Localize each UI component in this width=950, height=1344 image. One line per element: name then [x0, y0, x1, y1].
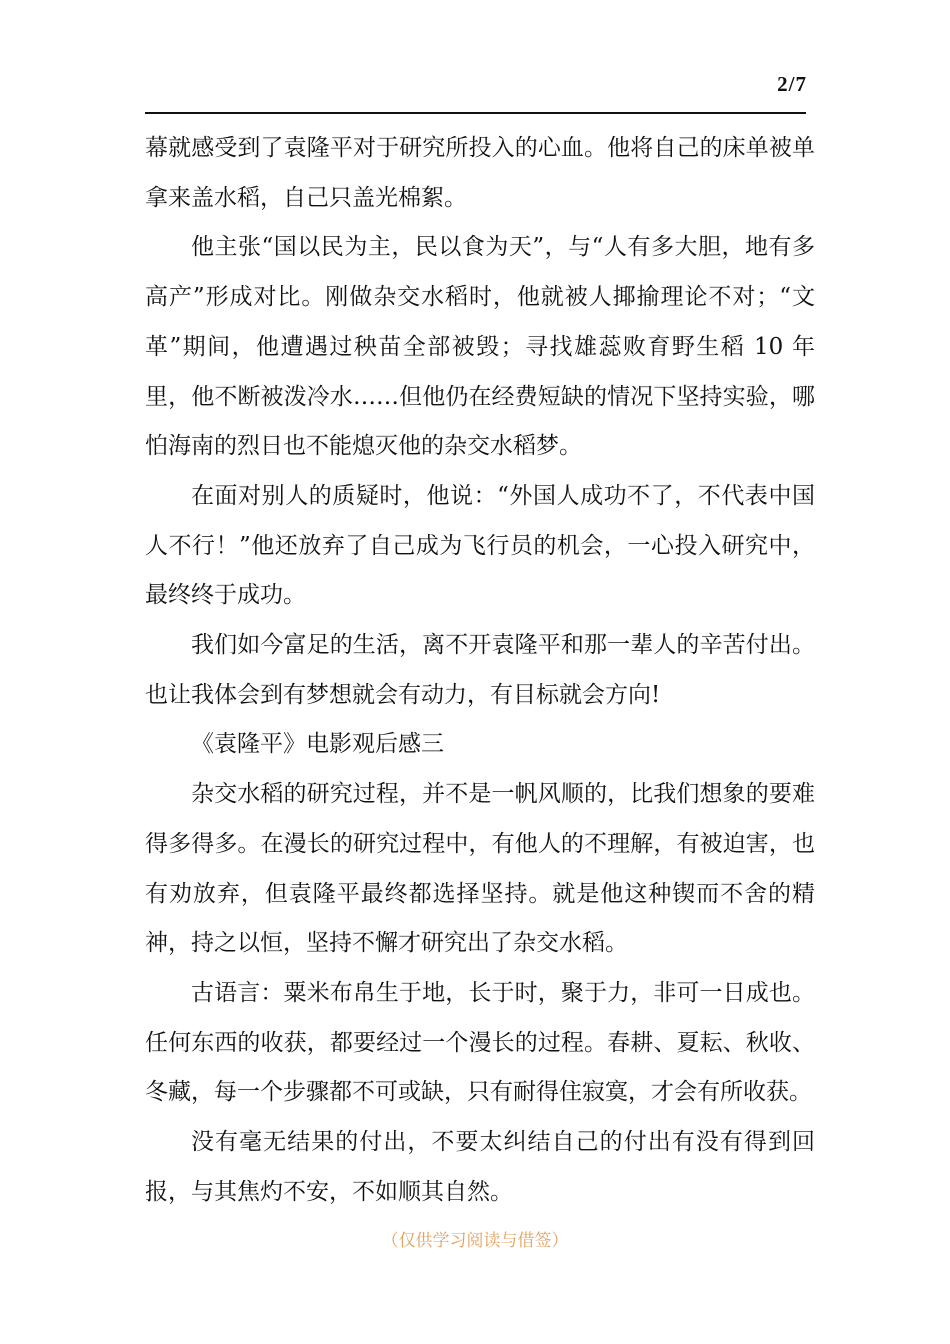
paragraph: 我们如今富足的生活，离不开袁隆平和那一辈人的辛苦付出。也让我体会到有梦想就会有动力，有目标就会方向!	[145, 632, 815, 708]
document-body	[145, 124, 815, 1217]
section-heading: 《袁隆平》电影观后感三	[191, 731, 444, 758]
page-number: 2/7	[777, 72, 807, 96]
paragraph: 在面对别人的质疑时，他说：“外国人成功不了，不代表中国人不行！”他还放弃了自己成为飞行员的机会，一心投入研究中，最终终于成功。	[145, 482, 815, 609]
paragraph: 他主张“国以民为主，民以食为天”，与“人有多大胆，地有多高产”形成对比。刚做杂交水稻时，他就被人揶揄理论不对；“文革”期间，他遭遇过秧苗全部被毁；寻找雄蕊败育野生稻 10 年里，他不断被泼冷水……但他仍在经费短缺的情况下坚持实验，哪怕海南的烈日也不能熄灭他的杂交水稻梦。	[145, 234, 815, 460]
header-divider	[145, 112, 806, 114]
footer-note: （仅供学习阅读与借签）	[381, 1231, 569, 1251]
paragraph: 幕就感受到了袁隆平对于研究所投入的心血。他将自己的床单被单拿来盖水稻，自己只盖光棉絮。	[145, 135, 815, 211]
paragraph: 杂交水稻的研究过程，并不是一帆风顺的，比我们想象的要难得多得多。在漫长的研究过程中，有他人的不理解，有被迫害，也有劝放弃，但袁隆平最终都选择坚持。就是他这种锲而不舍的精神，持之以恒，坚持不懈才研究出了杂交水稻。	[145, 781, 815, 957]
paragraph: 没有毫无结果的付出，不要太纠结自己的付出有没有得到回报，与其焦灼不安，不如顺其自然。	[145, 1129, 815, 1205]
paragraph: 古语言：粟米布帛生于地，长于时，聚于力，非可一日成也。任何东西的收获，都要经过一个漫长的过程。春耕、夏耘、秋收、冬藏，每一个步骤都不可或缺，只有耐得住寂寞，才会有所收获。	[145, 979, 815, 1106]
